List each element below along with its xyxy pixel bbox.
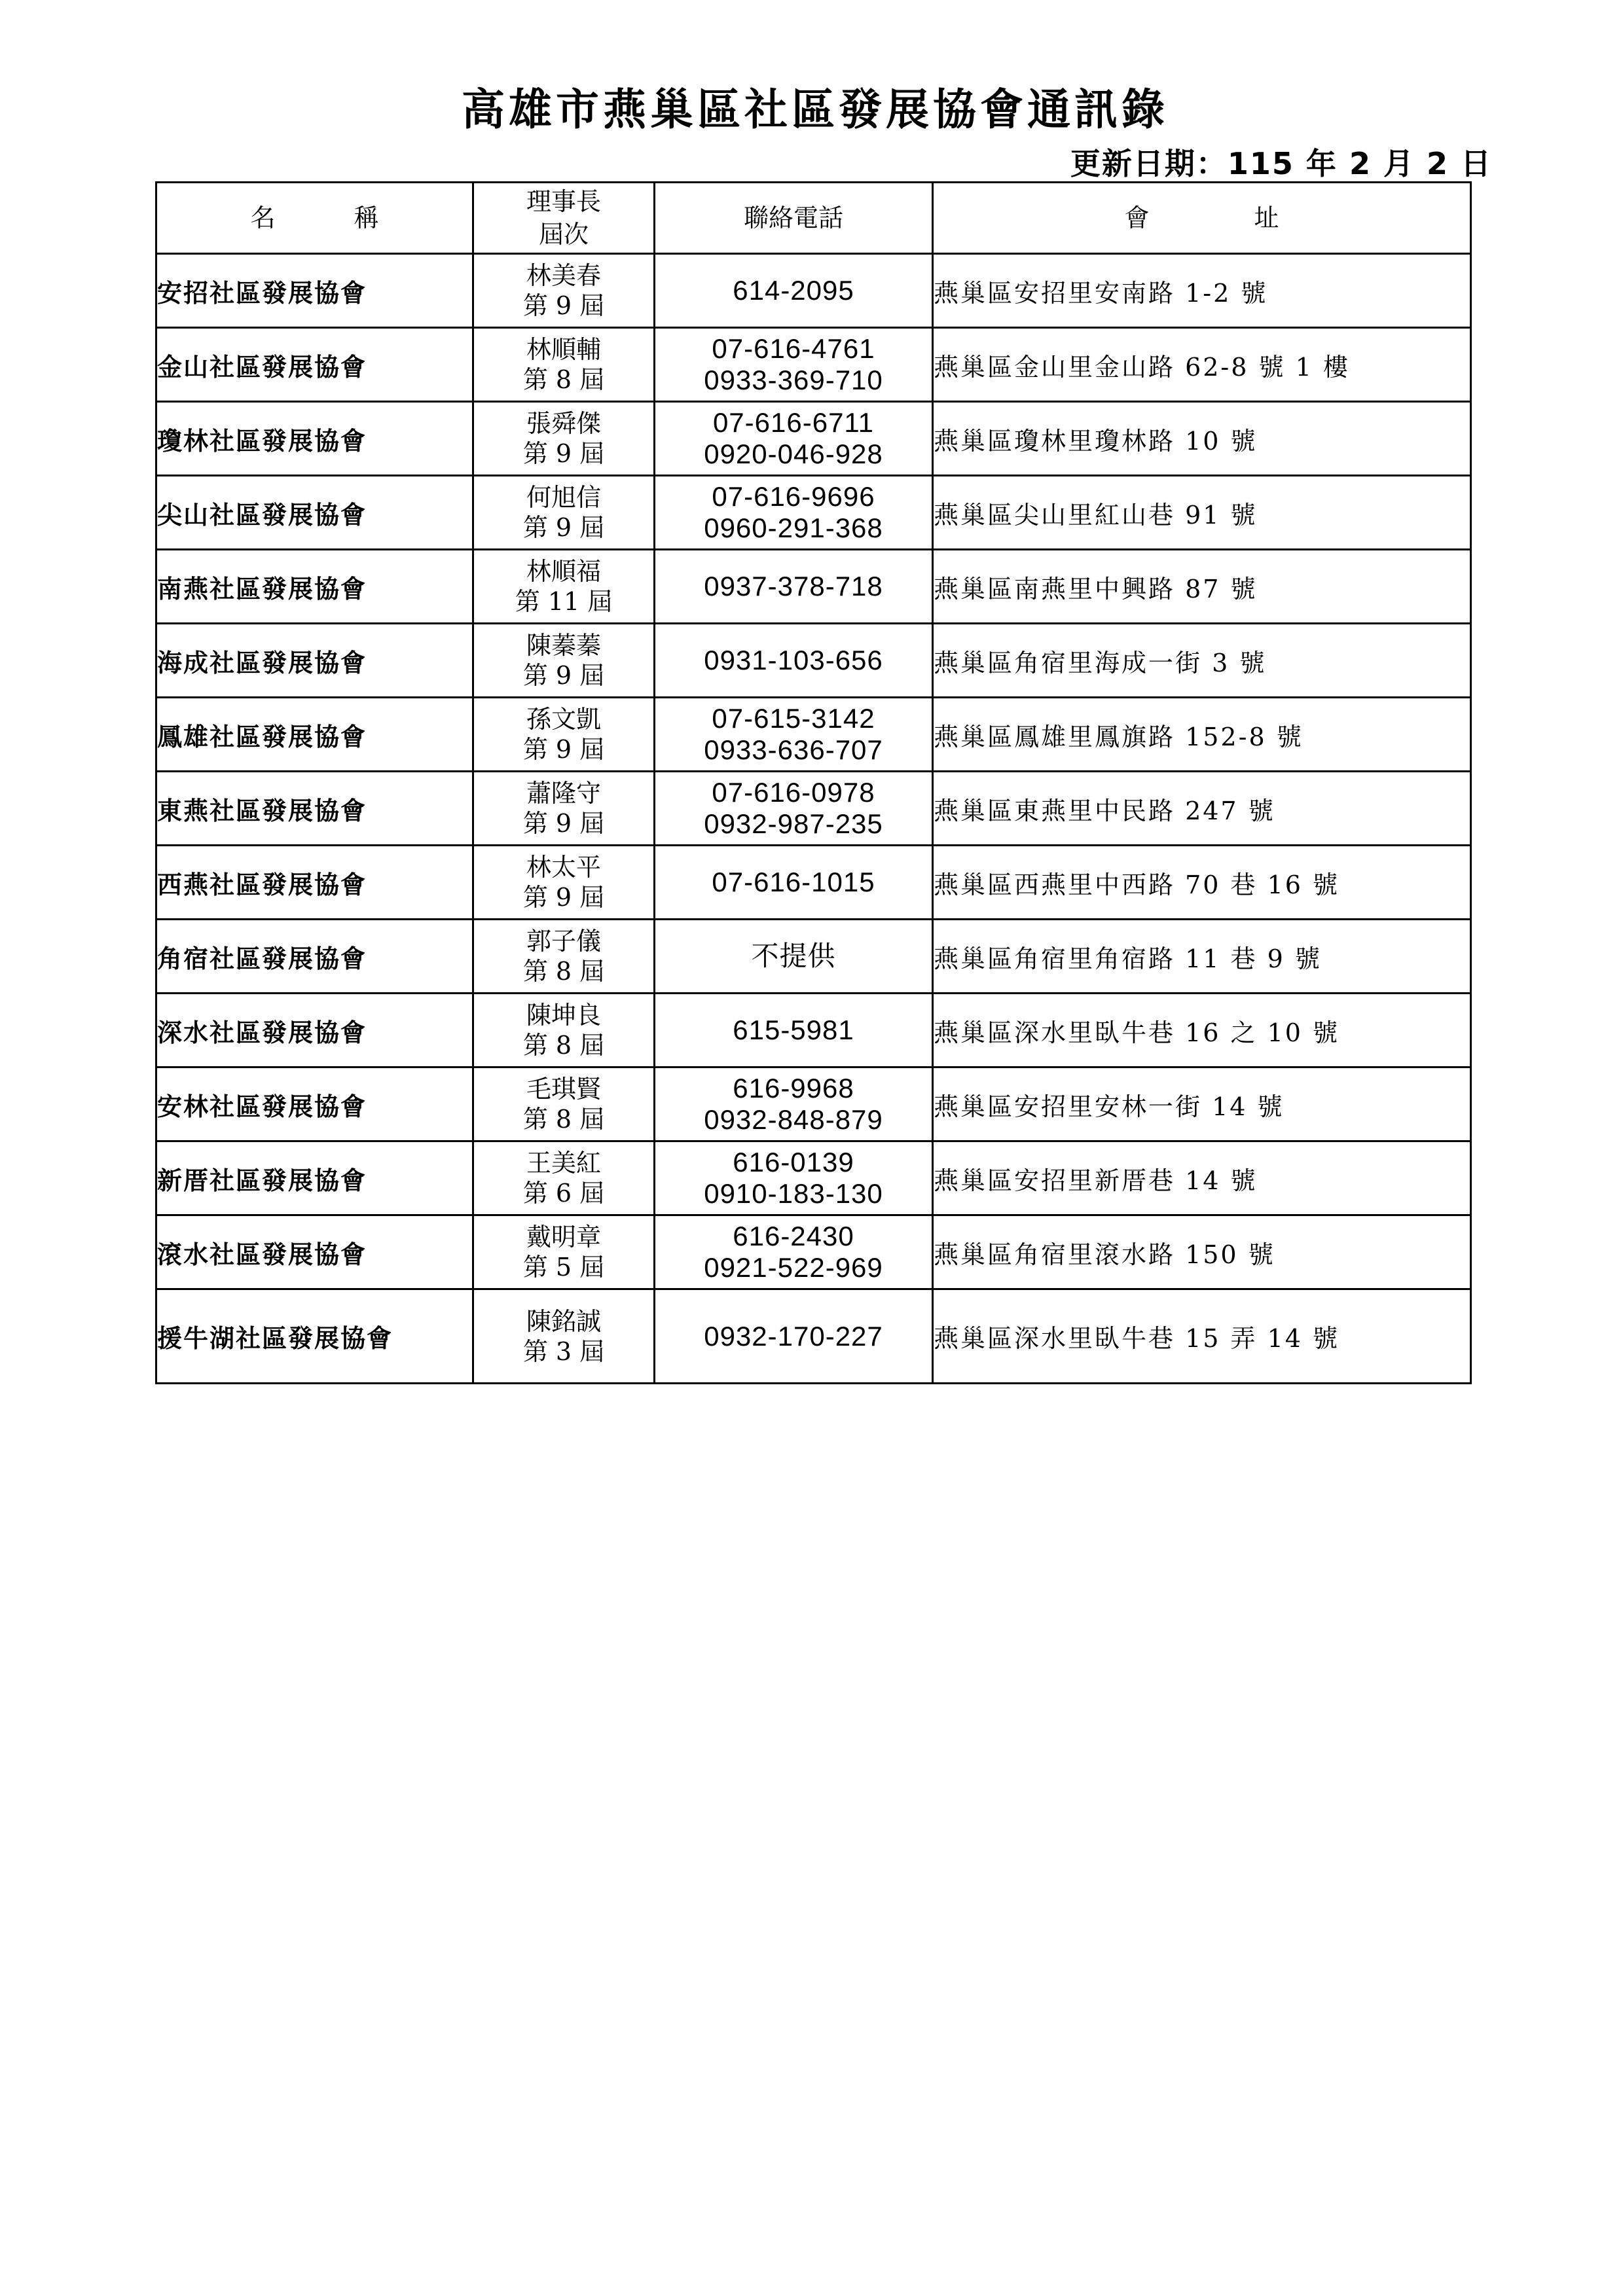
- phone-cell: [655, 254, 933, 328]
- association-name: 瓊林社區發展協會: [156, 402, 473, 476]
- table-row: [156, 1215, 1471, 1289]
- table-row: [156, 846, 1471, 920]
- table-row: [156, 550, 1471, 624]
- table-row: [156, 402, 1471, 476]
- chair-cell: [473, 1067, 655, 1141]
- chair-term: 第 8 屆: [522, 1105, 605, 1134]
- chair-cell: [473, 1141, 655, 1215]
- chair-name: 毛琪賢: [526, 1075, 601, 1103]
- header-phone: 聯絡電話: [655, 183, 933, 254]
- phone-primary: 0932-170-227: [704, 1320, 883, 1352]
- chair-term: 第 3 屆: [522, 1336, 605, 1366]
- phone-secondary: 0932-848-879: [704, 1104, 883, 1135]
- phone-primary: 614-2095: [733, 275, 854, 306]
- table-row: [156, 994, 1471, 1067]
- phone-secondary: 0920-046-928: [704, 439, 883, 469]
- chair-term: 第 9 屆: [522, 883, 605, 912]
- address-cell: 燕巢區角宿里角宿路 11 巷 9 號: [933, 920, 1471, 994]
- chair-name: 林順輔: [526, 335, 601, 364]
- address-cell: 燕巢區鳳雄里鳳旗路 152-8 號: [933, 698, 1471, 772]
- address-cell: 燕巢區深水里臥牛巷 15 弄 14 號: [933, 1289, 1471, 1384]
- phone-primary: 615-5981: [733, 1014, 854, 1045]
- chair-term: 第 9 屆: [522, 661, 605, 690]
- association-name: 滾水社區發展協會: [156, 1215, 473, 1289]
- chair-cell: [473, 846, 655, 920]
- chair-term: 第 8 屆: [522, 957, 605, 986]
- address-cell: 燕巢區尖山里紅山巷 91 號: [933, 476, 1471, 550]
- phone-cell: [655, 624, 933, 698]
- address-cell: 燕巢區安招里安林一街 14 號: [933, 1067, 1471, 1141]
- phone-cell: [655, 920, 933, 994]
- phone-cell: [655, 476, 933, 550]
- chair-cell: [473, 1215, 655, 1289]
- phone-primary: 07-615-3142: [712, 703, 875, 734]
- phone-primary: 07-616-6711: [712, 407, 875, 438]
- address-cell: 燕巢區南燕里中興路 87 號: [933, 550, 1471, 624]
- phone-cell: [655, 402, 933, 476]
- phone-primary: 0937-378-718: [704, 571, 883, 601]
- chair-term: 第 9 屆: [522, 291, 605, 320]
- chair-term: 第 8 屆: [522, 1031, 605, 1060]
- phone-cell: [655, 550, 933, 624]
- header-name: 名稱: [156, 183, 473, 254]
- phone-secondary: 0960-291-368: [704, 512, 883, 543]
- chair-term: 第 9 屆: [522, 439, 605, 468]
- phone-primary: 616-0139: [733, 1147, 854, 1177]
- chair-term: 第 9 屆: [522, 809, 605, 838]
- chair-cell: [473, 624, 655, 698]
- phone-primary: 07-616-1015: [712, 867, 875, 897]
- phone-cell: [655, 1067, 933, 1141]
- table-row: [156, 476, 1471, 550]
- address-cell: 燕巢區安招里新厝巷 14 號: [933, 1141, 1471, 1215]
- address-cell: 燕巢區金山里金山路 62-8 號 1 樓: [933, 328, 1471, 402]
- table-row: [156, 254, 1471, 328]
- association-name: 南燕社區發展協會: [156, 550, 473, 624]
- chair-term: 第 6 屆: [522, 1179, 605, 1208]
- phone-cell: [655, 328, 933, 402]
- table-row: [156, 1067, 1471, 1141]
- chair-name: 陳銘誠: [526, 1306, 601, 1336]
- address-cell: 燕巢區深水里臥牛巷 16 之 10 號: [933, 994, 1471, 1067]
- chair-term: 第 9 屆: [522, 513, 605, 542]
- association-name: 鳳雄社區發展協會: [156, 698, 473, 772]
- chair-term: 第 8 屆: [522, 365, 605, 394]
- header-chair-term: 理事長 屆次: [473, 183, 655, 254]
- chair-name: 張舜傑: [526, 409, 601, 438]
- association-name: 西燕社區發展協會: [156, 846, 473, 920]
- chair-name: 王美紅: [526, 1149, 601, 1177]
- chair-cell: [473, 550, 655, 624]
- phone-cell: [655, 772, 933, 846]
- address-cell: 燕巢區東燕里中民路 247 號: [933, 772, 1471, 846]
- phone-primary: 616-2430: [733, 1221, 854, 1251]
- header-address: 會址: [933, 183, 1471, 254]
- chair-name: 戴明章: [526, 1223, 601, 1251]
- chair-name: 林太平: [526, 853, 601, 882]
- chair-name: 蕭隆守: [526, 779, 601, 808]
- table-row: [156, 624, 1471, 698]
- chair-term: 第 9 屆: [522, 735, 605, 764]
- chair-cell: [473, 1289, 655, 1384]
- table-row: [156, 1289, 1471, 1384]
- chair-name: 陳蓁蓁: [526, 631, 601, 660]
- table-row: [156, 772, 1471, 846]
- phone-secondary: 0933-369-710: [704, 365, 883, 395]
- association-name: 新厝社區發展協會: [156, 1141, 473, 1215]
- chair-name: 何旭信: [526, 483, 601, 512]
- chair-cell: [473, 994, 655, 1067]
- phone-primary: 07-616-4761: [712, 333, 875, 364]
- association-name: 角宿社區發展協會: [156, 920, 473, 994]
- phone-primary: 不提供: [751, 941, 836, 971]
- association-name: 援牛湖社區發展協會: [156, 1289, 473, 1384]
- address-cell: 燕巢區西燕里中西路 70 巷 16 號: [933, 846, 1471, 920]
- address-cell: 燕巢區角宿里滾水路 150 號: [933, 1215, 1471, 1289]
- address-cell: 燕巢區瓊林里瓊林路 10 號: [933, 402, 1471, 476]
- phone-cell: [655, 1289, 933, 1384]
- chair-name: 陳坤良: [526, 1001, 601, 1030]
- chair-cell: [473, 698, 655, 772]
- chair-cell: [473, 328, 655, 402]
- association-name: 東燕社區發展協會: [156, 772, 473, 846]
- update-date: 更新日期：115 年 2 月 2 日: [1070, 146, 1492, 181]
- phone-secondary: 0910-183-130: [704, 1178, 883, 1209]
- association-name: 金山社區發展協會: [156, 328, 473, 402]
- table-row: [156, 698, 1471, 772]
- phone-primary: 07-616-0978: [712, 777, 875, 808]
- association-name: 安林社區發展協會: [156, 1067, 473, 1141]
- association-name: 深水社區發展協會: [156, 994, 473, 1067]
- table-row: [156, 328, 1471, 402]
- table-row: [156, 920, 1471, 994]
- association-name: 安招社區發展協會: [156, 254, 473, 328]
- table-header-row: [156, 183, 1471, 254]
- chair-name: 郭子儀: [526, 927, 601, 956]
- phone-secondary: 0921-522-969: [704, 1252, 883, 1283]
- address-cell: 燕巢區角宿里海成一街 3 號: [933, 624, 1471, 698]
- directory-table: [155, 181, 1472, 1384]
- chair-name: 孫文凱: [526, 705, 601, 734]
- phone-cell: [655, 994, 933, 1067]
- table-row: [156, 1141, 1471, 1215]
- phone-primary: 616-9968: [733, 1073, 854, 1103]
- chair-name: 林美春: [526, 261, 601, 290]
- chair-cell: [473, 772, 655, 846]
- document-title: 高雄市燕巢區社區發展協會通訊錄: [462, 84, 1169, 135]
- chair-term: 第 5 屆: [522, 1253, 605, 1282]
- chair-cell: [473, 920, 655, 994]
- phone-cell: [655, 1141, 933, 1215]
- phone-secondary: 0932-987-235: [704, 808, 883, 839]
- phone-cell: [655, 698, 933, 772]
- phone-primary: 0931-103-656: [704, 645, 883, 675]
- association-name: 海成社區發展協會: [156, 624, 473, 698]
- address-cell: 燕巢區安招里安南路 1-2 號: [933, 254, 1471, 328]
- chair-term: 第 11 屆: [515, 587, 613, 616]
- association-name: 尖山社區發展協會: [156, 476, 473, 550]
- phone-primary: 07-616-9696: [712, 481, 875, 512]
- chair-name: 林順福: [526, 557, 601, 586]
- phone-secondary: 0933-636-707: [704, 734, 883, 765]
- chair-cell: [473, 402, 655, 476]
- chair-cell: [473, 476, 655, 550]
- phone-cell: [655, 1215, 933, 1289]
- chair-cell: [473, 254, 655, 328]
- phone-cell: [655, 846, 933, 920]
